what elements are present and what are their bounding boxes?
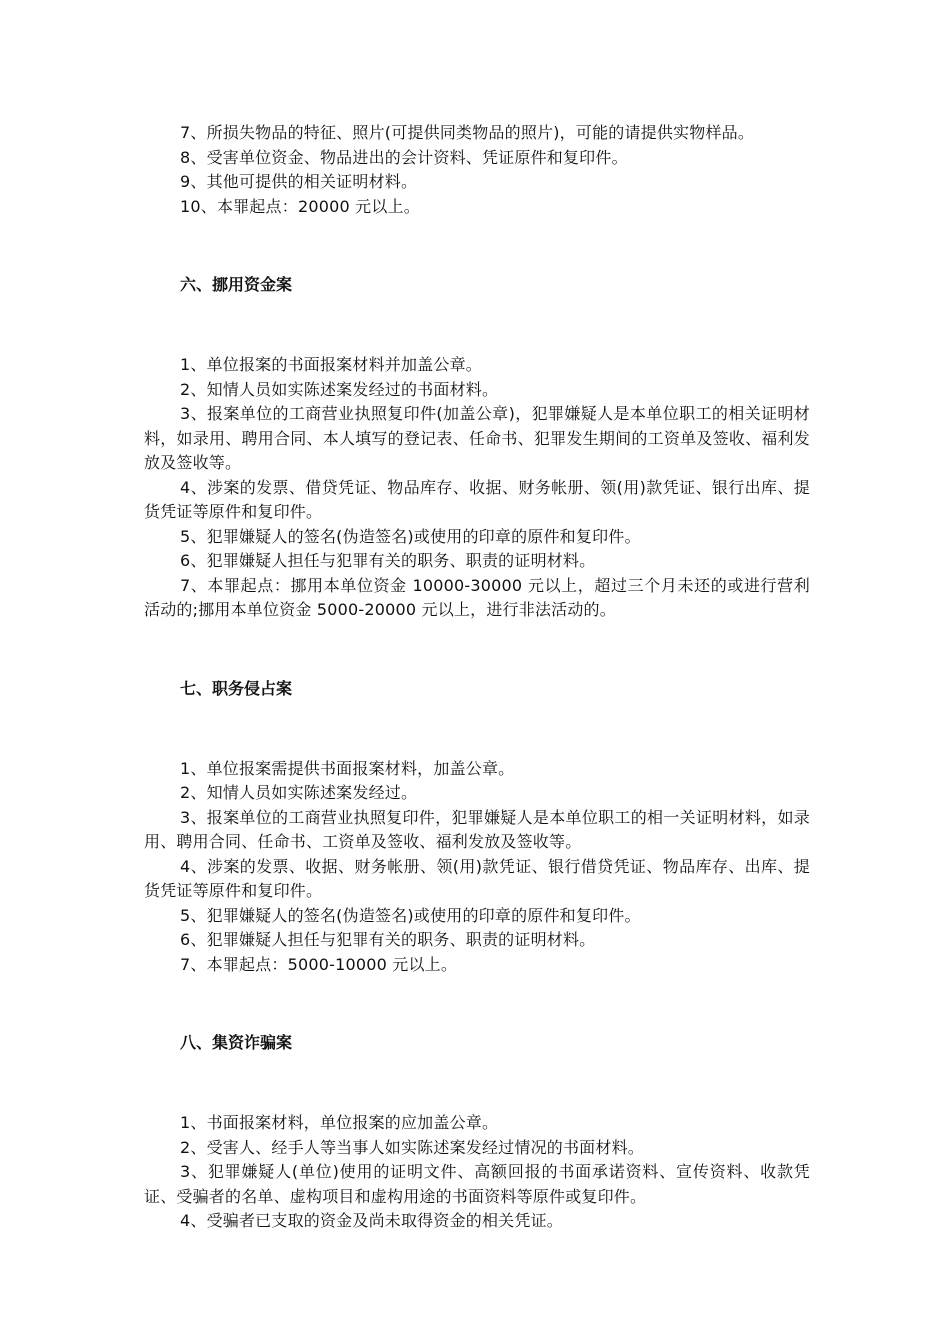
section-list-misappropriation [144,353,810,623]
list-item: 5、犯罪嫌疑人的签名(伪造签名)或使用的印章的原件和复印件。 [180,905,641,925]
list-item: 2、受害人、经手人等当事人如实陈述案发经过情况的书面材料。 [180,1137,644,1157]
list-item: 1、单位报案的书面报案材料并加盖公章。 [180,355,482,374]
section-heading-misappropriation: 六、挪用资金案 [180,275,293,294]
list-item: 7、本罪起点：挪用本单位资金 10000-30000 元以上，超过三个月未还的或进行营利活动的;挪用本单位资金 5000-20000 元以上，进行非法活动的。 [144,575,810,619]
section-heading-fundraising-fraud: 八、集资诈骗案 [180,1033,293,1052]
list-item: 6、犯罪嫌疑人担任与犯罪有关的职务、职责的证明材料。 [180,930,596,949]
list-item: 1、书面报案材料，单位报案的应加盖公章。 [180,1113,499,1132]
list-item: 3、报案单位的工商营业执照复印件(加盖公章)，犯罪嫌疑人是本单位职工的相关证明材料，如录用、聘用合同、本人填写的登记表、任命书、犯罪发生期间的工资单及签收、福利发放及签收等。 [144,404,810,472]
section-list-embezzlement [144,757,810,978]
list-item: 4、涉案的发票、借贷凭证、物品库存、收据、财务帐册、领(用)款凭证、银行出库、提货凭证等原件和复印件。 [144,477,810,521]
list-item: 6、犯罪嫌疑人担任与犯罪有关的职务、职责的证明材料。 [180,551,596,570]
section-heading-embezzlement: 七、职务侵占案 [180,678,293,698]
list-item: 3、犯罪嫌疑人(单位)使用的证明文件、高额回报的书面承诺资料、宣传资料、收款凭证、受骗者的名单、虚构项目和虚构用途的书面资料等原件或复印件。 [144,1162,810,1206]
list-item: 5、犯罪嫌疑人的签名(伪造签名)或使用的印章的原件和复印件。 [180,526,641,546]
list-item: 8、受害单位资金、物品进出的会计资料、凭证原件和复印件。 [180,147,628,167]
list-item: 2、知情人员如实陈述案发经过的书面材料。 [180,379,499,399]
list-item: 7、本罪起点：5000-10000 元以上。 [180,954,458,974]
list-item: 3、报案单位的工商营业执照复印件，犯罪嫌疑人是本单位职工的相一关证明材料，如录用、聘用合同、任命书、工资单及签收、福利发放及签收等。 [144,807,810,851]
list-item: 7、所损失物品的特征、照片(可提供同类物品的照片)，可能的请提供实物样品。 [180,123,755,142]
list-item: 4、受骗者已支取的资金及尚未取得资金的相关凭证。 [180,1211,563,1230]
section-list-fundraising-fraud [144,1111,810,1234]
list-item: 9、其他可提供的相关证明材料。 [180,172,418,191]
intro-list [144,121,810,219]
list-item: 4、涉案的发票、收据、财务帐册、领(用)款凭证、银行借贷凭证、物品库存、出库、提货凭证等原件和复印件。 [144,856,810,900]
list-item: 1、单位报案需提供书面报案材料，加盖公章。 [180,758,515,778]
list-item: 2、知情人员如实陈述案发经过。 [180,783,418,802]
list-item: 10、本罪起点：20000 元以上。 [180,196,420,216]
document-page [144,121,810,1234]
